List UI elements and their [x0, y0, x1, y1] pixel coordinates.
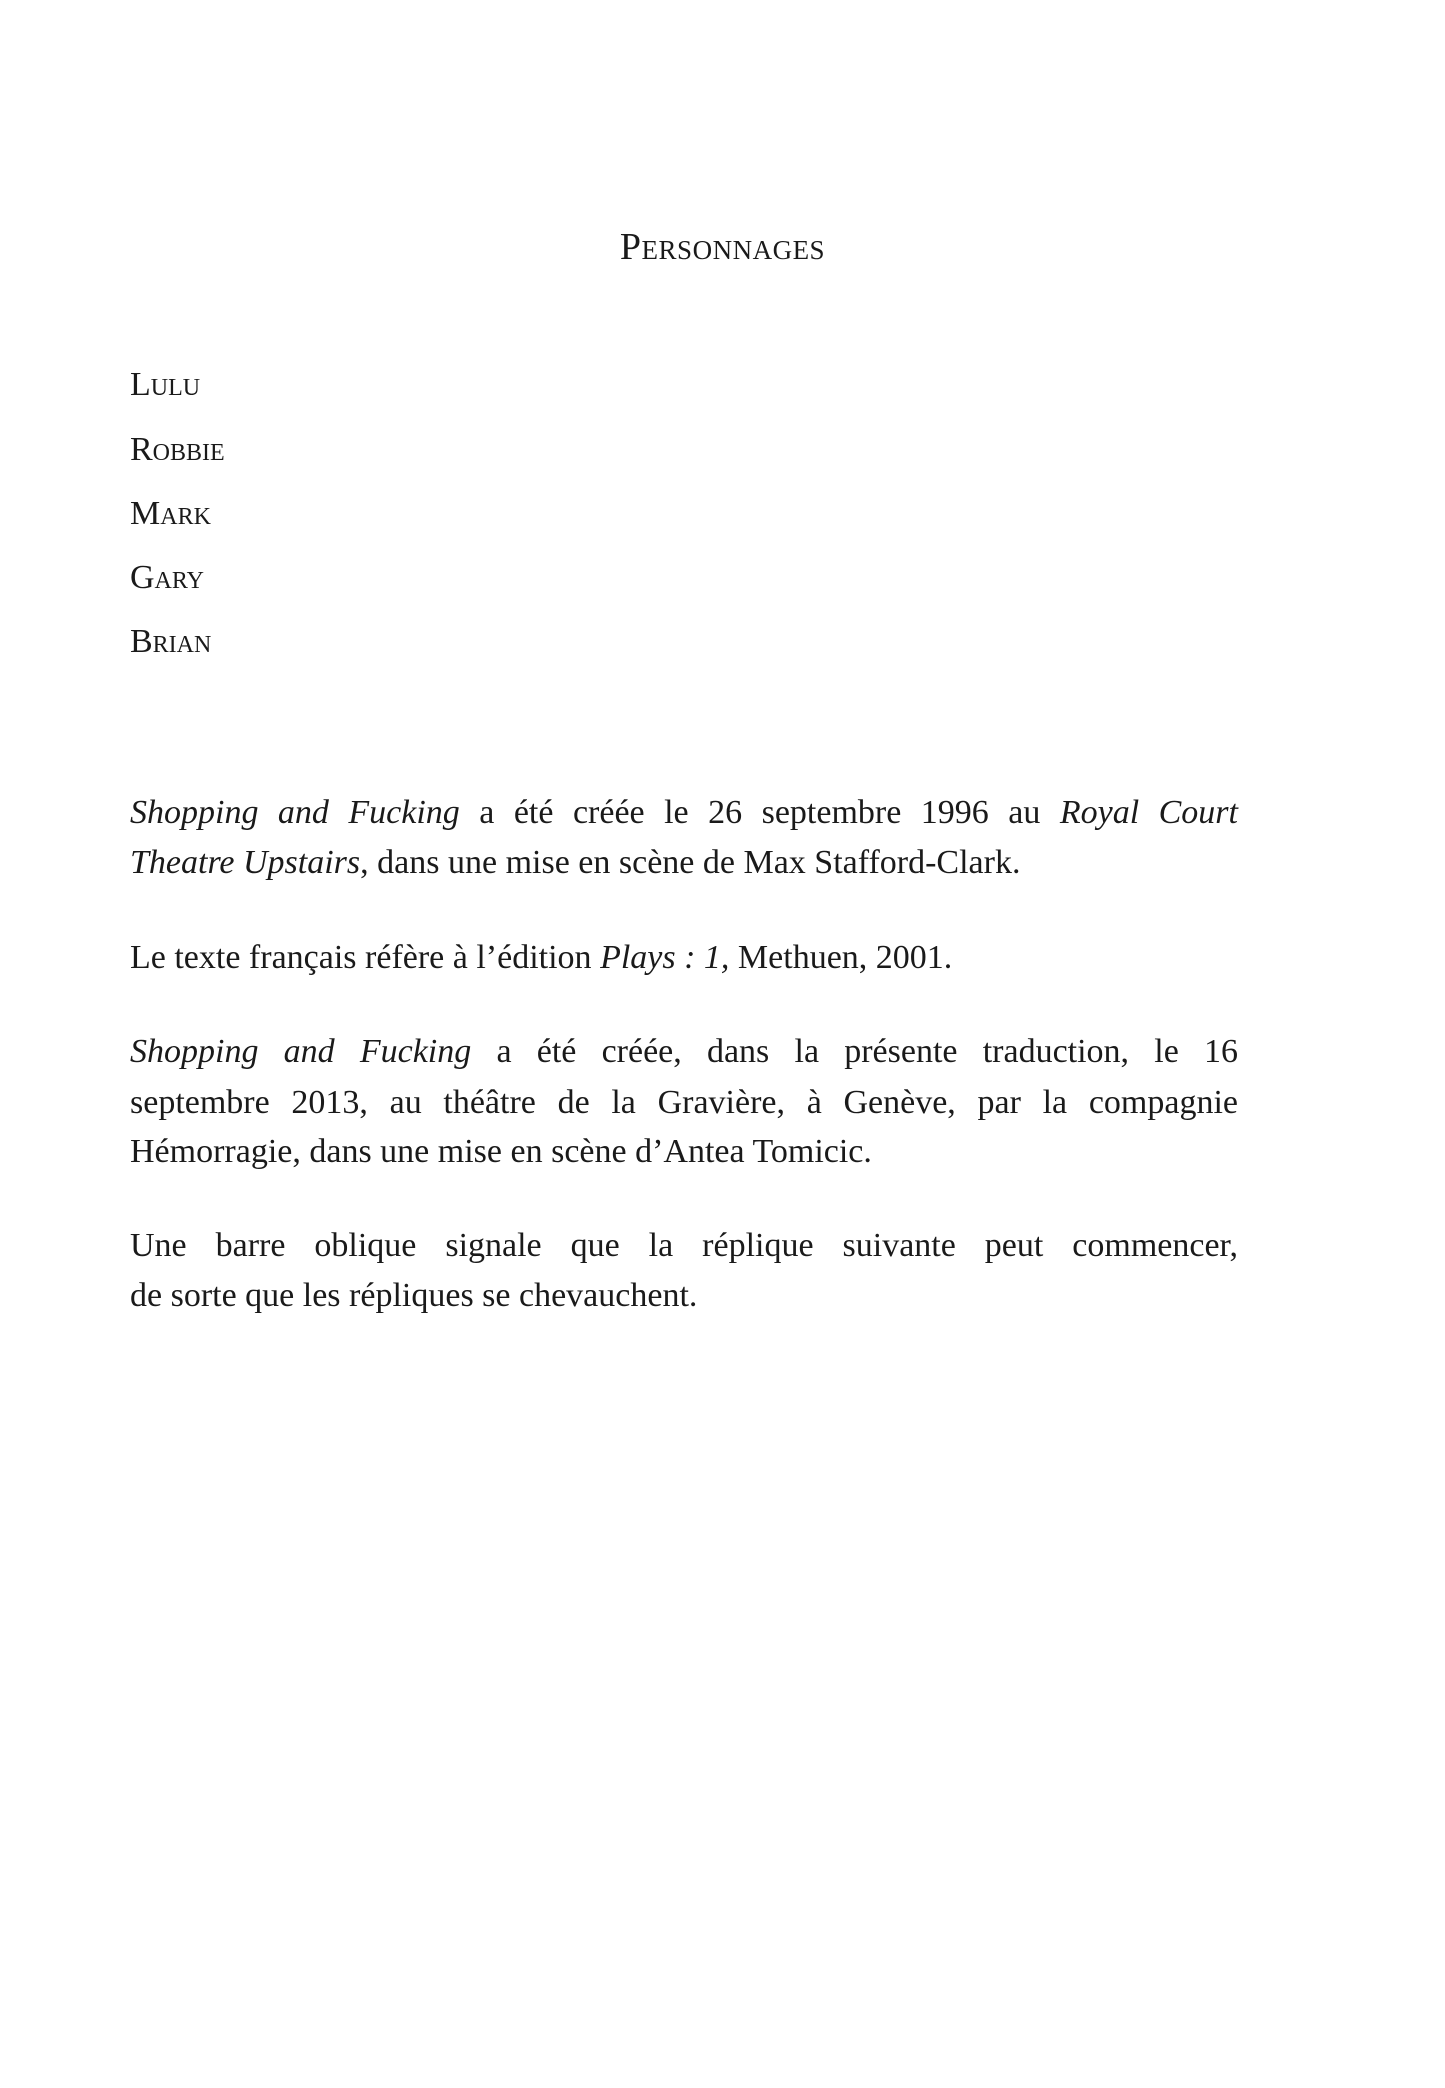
text: Le texte français réfère à l’édition: [130, 939, 601, 976]
paragraph-line: [130, 1271, 1238, 1321]
text: de sorte que les répliques se chevauchent.: [130, 1277, 698, 1314]
paragraph-line: [130, 933, 1238, 983]
text: , dans une mise en scène de Max Stafford-Clark.: [360, 844, 1021, 881]
character-name: Lulu: [130, 366, 201, 403]
paragraph-line: [130, 1078, 1238, 1128]
character-name: Robbie: [130, 431, 225, 468]
paragraph-line: [130, 788, 1238, 838]
text: Methuen, 2001.: [729, 939, 953, 976]
text: a été créée, dans la présente traduction, le 16: [471, 1033, 1238, 1070]
paragraph-line: [130, 838, 1238, 888]
text: a été créée le 26 septembre 1996 au: [459, 794, 1060, 831]
italic-text: Plays : 1,: [600, 939, 730, 976]
paragraph-line: [130, 1221, 1238, 1271]
text: Hémorragie, dans une mise en scène d’Antea Tomicic.: [130, 1133, 872, 1170]
character-name: Mark: [130, 495, 211, 532]
page-title: Personnages: [619, 226, 826, 268]
italic-text: Royal Court: [1059, 794, 1238, 831]
character-name: Gary: [130, 559, 204, 596]
italic-text: Shopping and Fucking: [130, 1033, 472, 1070]
text: Une barre oblique signale que la réplique suivante peut commencer,: [130, 1227, 1238, 1264]
text: septembre 2013, au théâtre de la Gravière, à Genève, par la compagnie: [130, 1084, 1238, 1121]
italic-text: Shopping and Fucking: [130, 794, 460, 831]
paragraph-line: [130, 1027, 1238, 1077]
character-name: Brian: [130, 623, 212, 660]
paragraph-line: [130, 1127, 1238, 1177]
italic-text: Theatre Upstairs: [130, 844, 361, 881]
